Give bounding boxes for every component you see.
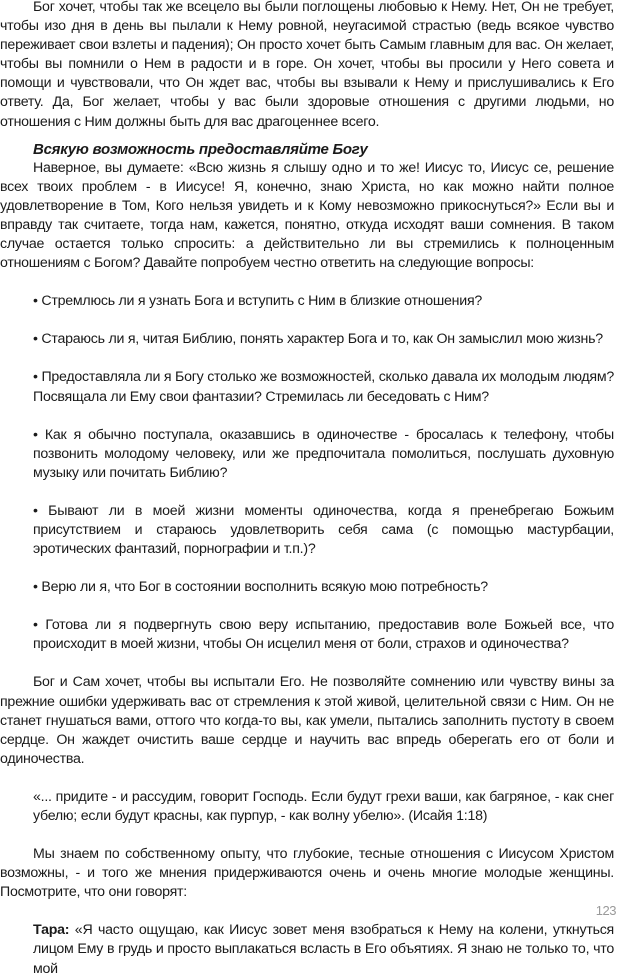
scripture-quote: «... придите - и рассудим, говорит Господь. Если будут грехи ваши, как багряное, - как снег убелю; если будут красны, как пурпур, - как волну убелю». (Исайя 1:18)	[33, 788, 614, 824]
paragraph-test-god: Бог и Сам хочет, чтобы вы испытали Его. Не позволяйте сомнению или чувству вины за прежние ошибки удерживать вас от стремления к этой живой, целительной связи с Ним. Он не станет гнушаться вами, оттого что когда-то вы, как умели, пытались заполнить пустоту в своем сердце. Он жаждет очистить ваше сердце и научить вас впредь оберегать его от боли и одиночества.	[0, 674, 614, 767]
question-item: • Стараюсь ли я, читая Библию, понять характер Бога и то, как Он замыслил мою жизнь?	[33, 331, 603, 348]
question-item: • Бывают ли в моей жизни моменты одиночества, когда я пренебрегаю Божьим присутствием и стараюсь удовлетворить себя сама (с помощью мастурбации, эротических фантазий, порнографии и т.п.)?	[33, 502, 614, 558]
spacer	[0, 826, 614, 845]
spacer	[0, 273, 614, 292]
question-item: • Готова ли я подвергнуть свою веру испытанию, предоставив воле Божьей все, что происходит в моей жизни, чтобы Он исцелил меня от боли, страхов и одиночества?	[33, 617, 614, 653]
spacer	[0, 654, 614, 673]
spacer	[0, 559, 614, 578]
spacer	[0, 769, 614, 788]
spacer	[0, 483, 614, 502]
spacer	[0, 597, 614, 616]
question-item: • Стремлюсь ли я узнать Бога и вступить с Ним в близкие отношения?	[33, 293, 483, 310]
question-item: • Как я обычно поступала, оказавшись в одиночестве - бросалась к телефону, чтобы позвонить молодому человеку, или же предпочитала помолиться, послушать духовную музыку или почитать Библию?	[33, 426, 614, 481]
spacer	[0, 311, 614, 330]
page-number: 123	[595, 903, 616, 918]
paragraph-experience: Мы знаем по собственному опыту, что глубокие, тесные отношения с Иисусом Христом возможны, - и того же мнения придерживаются очень и очень многие молодые женщины. Посмотрите, что они говорят:	[0, 846, 614, 901]
question-item: • Верю ли я, что Бог в состоянии восполнить всякую мою потребность?	[33, 579, 488, 596]
question-item: • Предоставляла ли я Богу столько же возможностей, сколько давала их молодым людям? Посвящала ли Ему свои фантазии? Стремилась ли беседовать с Ним?	[33, 369, 614, 405]
spacer	[0, 349, 614, 368]
spacer	[0, 902, 614, 921]
testimony-speaker: Тара:	[33, 922, 70, 939]
section-heading: Всякую возможность предоставляйте Богу	[33, 140, 368, 158]
paragraph-god-wants: Бог хочет, чтобы так же всецело вы были поглощены любовью к Нему. Нет, Он не требует, чтобы изо дня в день вы пылали к Нему ровной, неугасимой страстью (ведь всякое чувство переживает свои взлеты и падения); Он просто хочет быть Самым главным для вас. Он желает, чтобы вы помнили о Нем в радости и в горе. Он хочет, чтобы вы просили у Него совета и помощи и чувствовали, что Он ждет вас, чтобы вы взывали к Нему и прислушивались к Его ответу. Да, Бог желает, чтобы у вас были здоровые отношения с другими людьми, но отношения с Ним должны быть для вас драгоценнее всего.	[0, 0, 614, 130]
spacer	[0, 407, 614, 426]
testimony-text: «Я часто ощущаю, как Иисус зовет меня взобраться к Нему на колени, уткнуться лицом Ему в грудь и просто выплакаться всласть в Его объятиях. Я знаю не только то, что мой	[33, 922, 614, 977]
paragraph-intro: Наверное, вы думаете: «Всю жизнь я слышу одно и то же! Иисус то, Иисус се, решение всех твоих проблем - в Иисусе! Я, конечно, знаю Христа, но как можно найти полное удовлетворение в Том, Кого нельзя увидеть и к Кому невозможно прикоснуться?» Если вы и вправду так считаете, тогда нам, кажется, понятно, откуда исходят ваши сомнения. В таком случае остается только спросить: а действительно ли вы стремились к полноценным отношениям с Богом? Давайте попробуем честно ответить на следующие вопросы:	[0, 159, 614, 272]
testimony-tara	[0, 921, 614, 978]
